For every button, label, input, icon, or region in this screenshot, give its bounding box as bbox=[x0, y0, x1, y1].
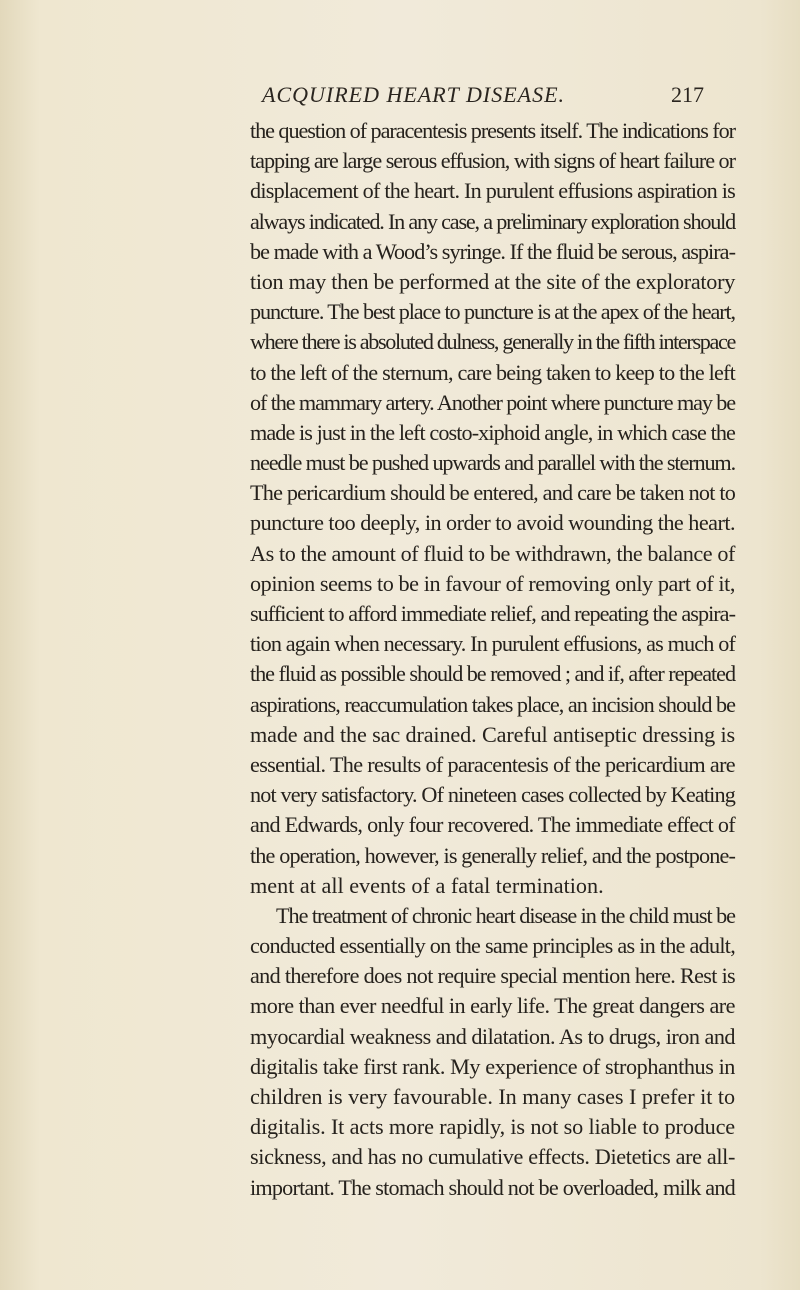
text-line bbox=[0, 961, 800, 991]
text-line-content: important. The stomach should not be overloaded, milk and bbox=[250, 1174, 735, 1200]
text-line bbox=[0, 569, 800, 599]
text-line-content: more than ever needful in early life. The great dangers are bbox=[250, 993, 735, 1019]
text-line-content: tapping are large serous effusion, with signs of heart failure or bbox=[250, 148, 735, 174]
text-line-content: The treatment of chronic heart disease in the child must be bbox=[276, 902, 735, 928]
text-line-content: the fluid as possible should be removed ; and if, after repeated bbox=[250, 661, 735, 687]
text-line bbox=[0, 750, 800, 780]
text-line bbox=[0, 267, 800, 297]
text-line-content: puncture too deeply, in order to avoid wounding the heart. bbox=[250, 510, 735, 536]
text-line-content: where there is absoluted dulness, generally in the fifth interspace bbox=[250, 329, 735, 355]
text-line-content: The pericardium should be entered, and care be taken not to bbox=[250, 480, 735, 506]
text-line bbox=[0, 1112, 800, 1142]
text-line-content: and Edwards, only four recovered. The immediate effect of bbox=[250, 812, 735, 838]
text-line bbox=[0, 871, 800, 901]
text-line-content: puncture. The best place to puncture is at the apex of the heart, bbox=[250, 299, 735, 325]
running-head bbox=[0, 82, 800, 112]
text-line-content: made and the sac drained. Careful antiseptic dressing is bbox=[250, 721, 735, 747]
text-line-content: made is just in the left costo-xiphoid angle, in which case the bbox=[250, 419, 735, 445]
text-line-content: sufficient to afford immediate relief, and repeating the aspira- bbox=[250, 601, 735, 626]
paragraph bbox=[0, 901, 800, 1203]
text-line bbox=[0, 841, 800, 871]
text-line-content: myocardial weakness and dilatation. As to drugs, iron and bbox=[250, 1023, 735, 1049]
text-line-content: and therefore does not require special mention here. Rest is bbox=[250, 963, 735, 989]
text-line bbox=[0, 901, 800, 931]
text-line bbox=[0, 1082, 800, 1112]
text-line-content: As to the amount of fluid to be withdrawn, the balance of bbox=[250, 540, 735, 566]
text-line bbox=[0, 448, 800, 478]
text-line bbox=[0, 297, 800, 327]
page-number: 217 bbox=[671, 82, 704, 107]
text-line bbox=[0, 207, 800, 237]
text-line-content: tion again when necessary. In purulent effusions, as much of bbox=[250, 631, 735, 657]
text-line bbox=[0, 146, 800, 176]
text-line bbox=[0, 1022, 800, 1052]
text-line bbox=[0, 1173, 800, 1203]
text-line bbox=[0, 327, 800, 357]
body-text bbox=[0, 116, 800, 1203]
text-line-content: essential. The results of paracentesis of the pericardium are bbox=[250, 751, 735, 777]
text-line bbox=[0, 931, 800, 961]
text-line-content: conducted essentially on the same principles as in the adult, bbox=[250, 933, 735, 959]
text-line-content: aspirations, reaccumulation takes place, an incision should be bbox=[250, 691, 735, 717]
text-line-content: displacement of the heart. In purulent effusions aspiration is bbox=[250, 178, 735, 204]
text-line bbox=[0, 1142, 800, 1172]
text-line-content: not very satisfactory. Of nineteen cases collected by Keating bbox=[250, 782, 735, 808]
text-line bbox=[0, 599, 800, 629]
paragraph bbox=[0, 116, 800, 901]
text-line bbox=[0, 478, 800, 508]
text-line-content: of the mammary artery. Another point where puncture may be bbox=[250, 389, 735, 415]
text-line-content: children is very favourable. In many cases I prefer it to bbox=[250, 1084, 736, 1109]
text-line bbox=[0, 116, 800, 146]
text-line bbox=[0, 780, 800, 810]
text-line-content: needle must be pushed upwards and parallel with the sternum. bbox=[250, 450, 735, 476]
text-line bbox=[0, 237, 800, 267]
text-line-content: opinion seems to be in favour of removing only part of it, bbox=[250, 570, 735, 596]
text-line bbox=[0, 176, 800, 206]
text-line bbox=[0, 659, 800, 689]
text-line bbox=[0, 388, 800, 418]
text-line bbox=[0, 810, 800, 840]
text-line bbox=[0, 720, 800, 750]
text-line bbox=[0, 629, 800, 659]
text-line bbox=[0, 508, 800, 538]
text-line bbox=[0, 690, 800, 720]
text-line bbox=[0, 418, 800, 448]
text-line-content: to the left of the sternum, care being taken to keep to the left bbox=[250, 359, 735, 385]
text-line-content: digitalis take first rank. My experience of strophanthus in bbox=[250, 1053, 735, 1079]
text-line-content: ment at all events of a fatal termination. bbox=[250, 872, 604, 898]
text-line-content: be made with a Wood’s syringe. If the fluid be serous, aspira- bbox=[250, 238, 735, 264]
text-line-content: digitalis. It acts more rapidly, is not so liable to produce bbox=[250, 1114, 735, 1140]
text-line-content: sickness, and has no cumulative effects. Dietetics are all- bbox=[250, 1144, 735, 1170]
text-line-content: the operation, however, is generally relief, and the postpone- bbox=[250, 842, 735, 868]
text-line bbox=[0, 358, 800, 388]
text-line bbox=[0, 539, 800, 569]
text-line-content: tion may then be performed at the site of the exploratory bbox=[250, 268, 736, 294]
text-line bbox=[0, 1052, 800, 1082]
text-line-content: the question of paracentesis presents itself. The indications for bbox=[250, 118, 735, 143]
running-head-title: ACQUIRED HEART DISEASE. bbox=[262, 82, 566, 107]
text-line bbox=[0, 991, 800, 1021]
text-line-content: always indicated. In any case, a preliminary exploration should bbox=[250, 208, 735, 234]
